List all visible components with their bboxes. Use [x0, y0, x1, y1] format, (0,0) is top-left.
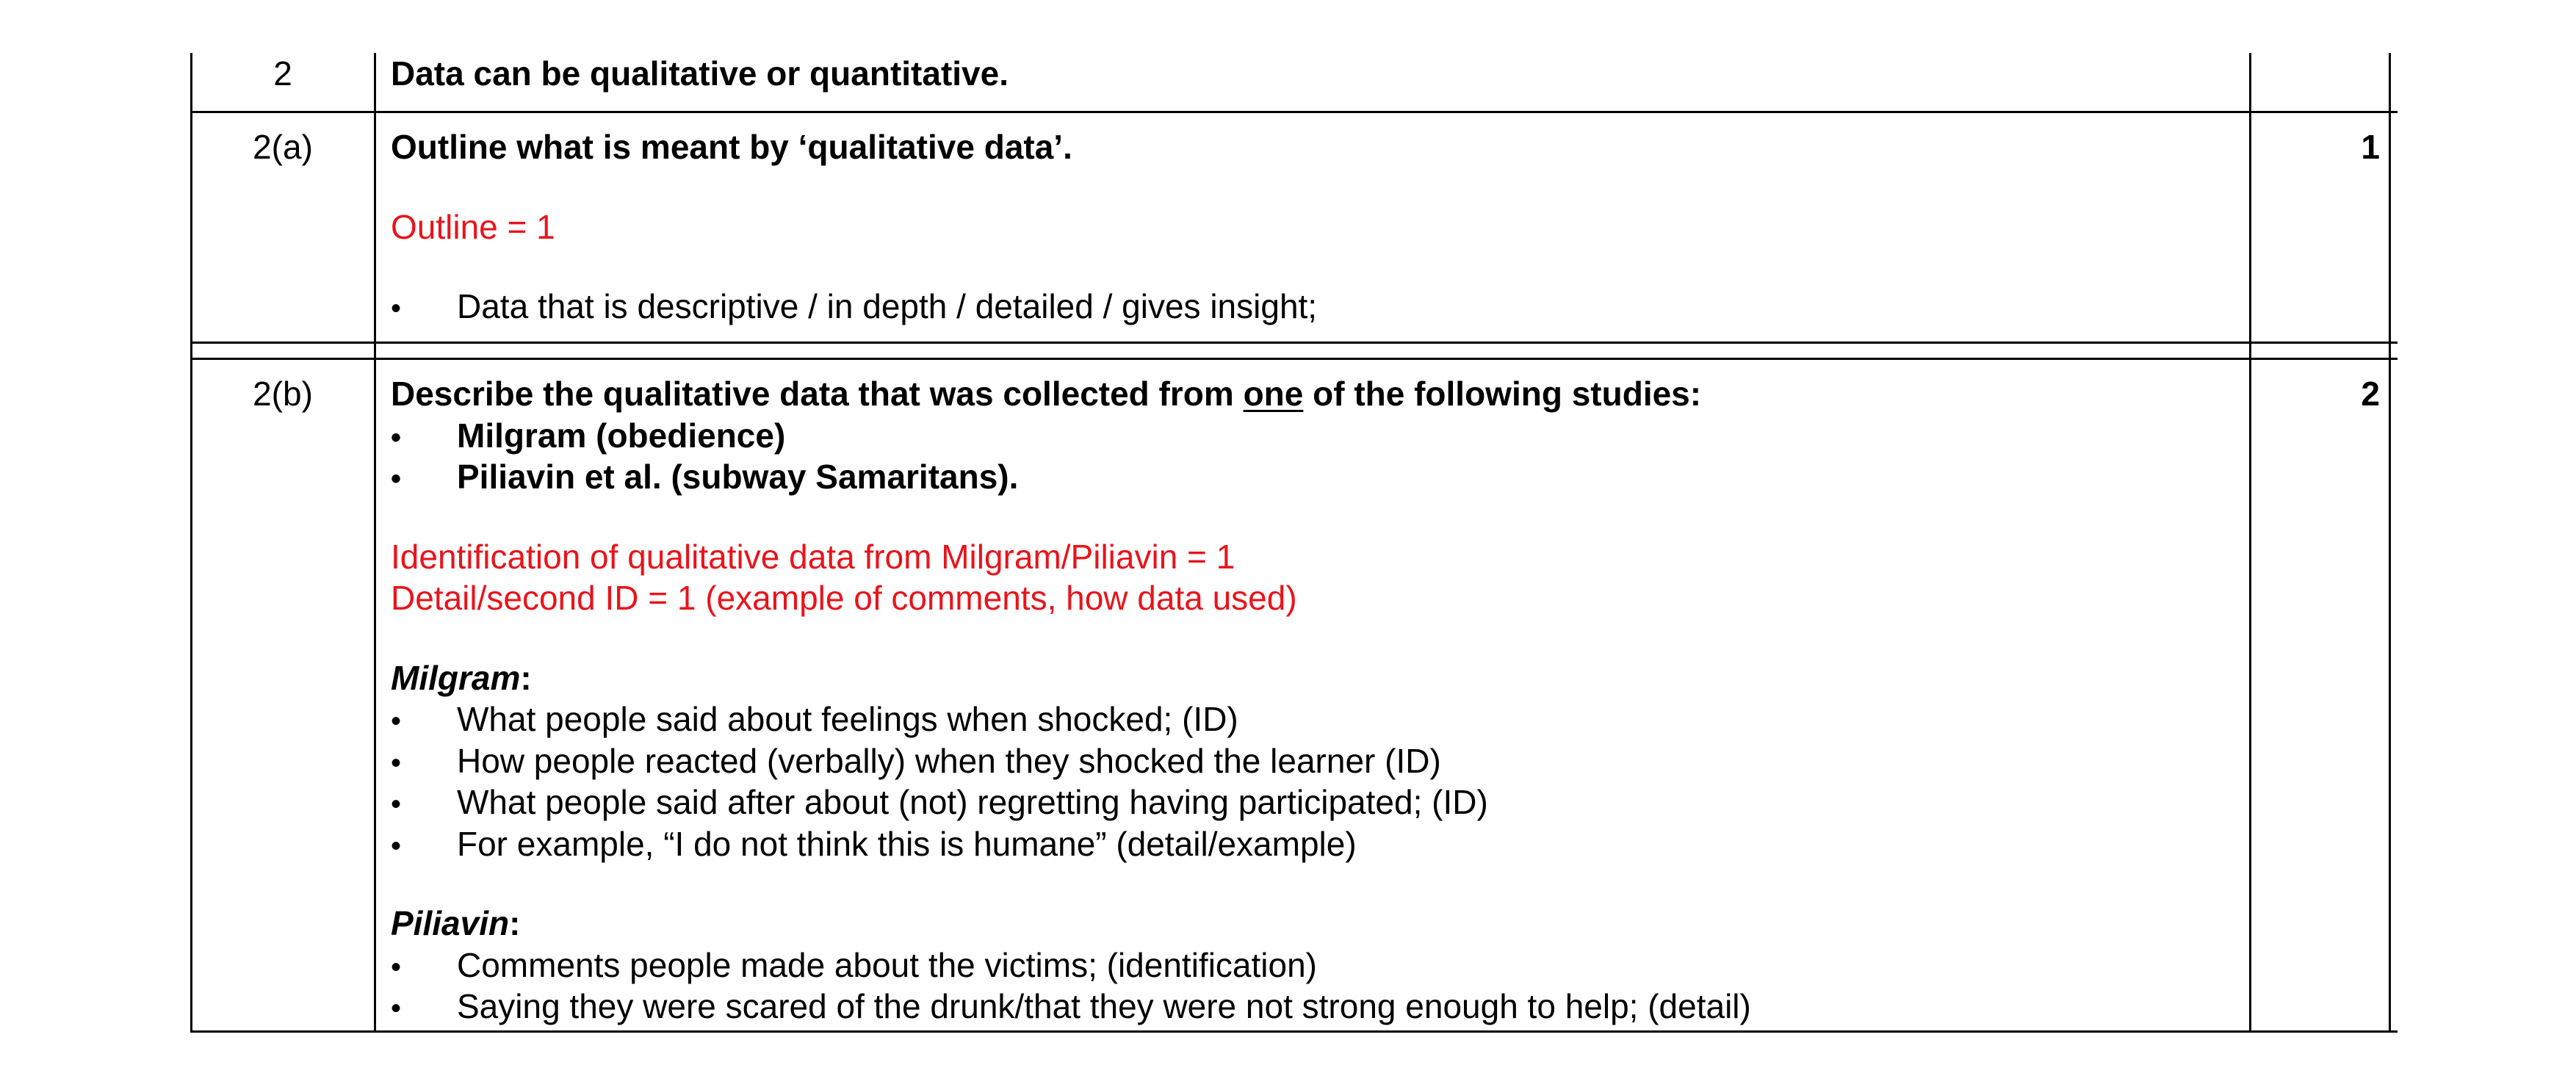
table-bottom-border [190, 1030, 2398, 1033]
question-2-stem: Data can be qualitative or quantitative. [391, 54, 1009, 93]
milgram-bullet [391, 823, 2227, 865]
milgram-bullet [391, 740, 2227, 782]
milgram-heading-colon: : [520, 658, 532, 697]
piliavin-heading-colon: : [509, 904, 521, 942]
milgram-heading [391, 657, 2227, 699]
question-2b-text-start: Describe the qualitative data that was collected from [391, 375, 1244, 413]
column-divider-marks [2249, 53, 2251, 1033]
bullet-icon: • [391, 705, 402, 737]
milgram-bullet-text: What people said about feelings when shocked; (ID) [457, 700, 1238, 738]
question-number-2a: 2(a) [253, 128, 313, 166]
study-option-text: Piliavin et al. (subway Samaritans). [457, 458, 1019, 496]
study-option-text: Milgram (obedience) [457, 416, 786, 455]
milgram-bullet-text: How people reacted (verbally) when they shocked the learner (ID) [457, 741, 1441, 780]
scheme-2a: Outline = 1 [391, 207, 555, 246]
question-2a-text: Outline what is meant by ‘qualitative data’. [391, 128, 1072, 166]
question-2b-cell [391, 373, 2227, 1028]
bullet-icon: • [391, 788, 402, 820]
piliavin-heading-text: Piliavin [391, 904, 510, 942]
question-number-2b: 2(b) [253, 375, 313, 413]
bullet-icon: • [391, 992, 402, 1025]
marks-2b: 2 [2361, 375, 2380, 413]
question-2a-cell [391, 126, 2227, 328]
milgram-bullet-text: For example, “I do not think this is humane” (detail/example) [457, 824, 1357, 863]
column-divider-question-number [374, 53, 376, 1033]
marks-2a: 1 [2361, 128, 2380, 166]
bullet-icon: • [391, 292, 402, 325]
scheme-2b-line: Identification of qualitative data from Milgram/Piliavin = 1 [391, 537, 1235, 576]
study-option [391, 456, 2227, 498]
bullet-icon: • [391, 463, 402, 495]
question-2b-underlined-word: one [1243, 375, 1304, 413]
bullet-icon: • [391, 829, 402, 862]
question-2b-text-end: of the following studies: [1303, 375, 1702, 413]
piliavin-bullet-text: Comments people made about the victims; (identification) [457, 945, 1318, 984]
milgram-bullet-text: What people said after about (not) regretting having participated; (ID) [457, 783, 1488, 821]
row-divider-2b-top [190, 358, 2398, 360]
question-number-2: 2 [273, 54, 292, 93]
piliavin-bullet [391, 945, 2227, 986]
question-2-stem-cell [391, 53, 2227, 95]
milgram-bullet [391, 781, 2227, 823]
table-left-border [190, 53, 192, 1033]
row-divider-2a-bottom [190, 342, 2398, 344]
bullet-icon: • [391, 746, 402, 779]
bullet-icon: • [391, 950, 402, 983]
milgram-heading-text: Milgram [391, 658, 521, 697]
row-divider-2 [190, 111, 2398, 113]
piliavin-bullet [391, 986, 2227, 1028]
piliavin-bullet-text: Saying they were scared of the drunk/that they were not strong enough to help; (detail) [457, 987, 1751, 1025]
table-right-border [2389, 53, 2391, 1033]
question-2b-text [391, 373, 2227, 415]
bullet-icon: • [391, 421, 402, 454]
scheme-2b-line: Detail/second ID = 1 (example of comments, how data used) [391, 579, 1297, 617]
answer-bullet-2a [391, 286, 2227, 328]
study-option [391, 415, 2227, 457]
bullet-text: Data that is descriptive / in depth / detailed / gives insight; [457, 287, 1318, 325]
piliavin-heading [391, 903, 2227, 945]
milgram-bullet [391, 698, 2227, 740]
